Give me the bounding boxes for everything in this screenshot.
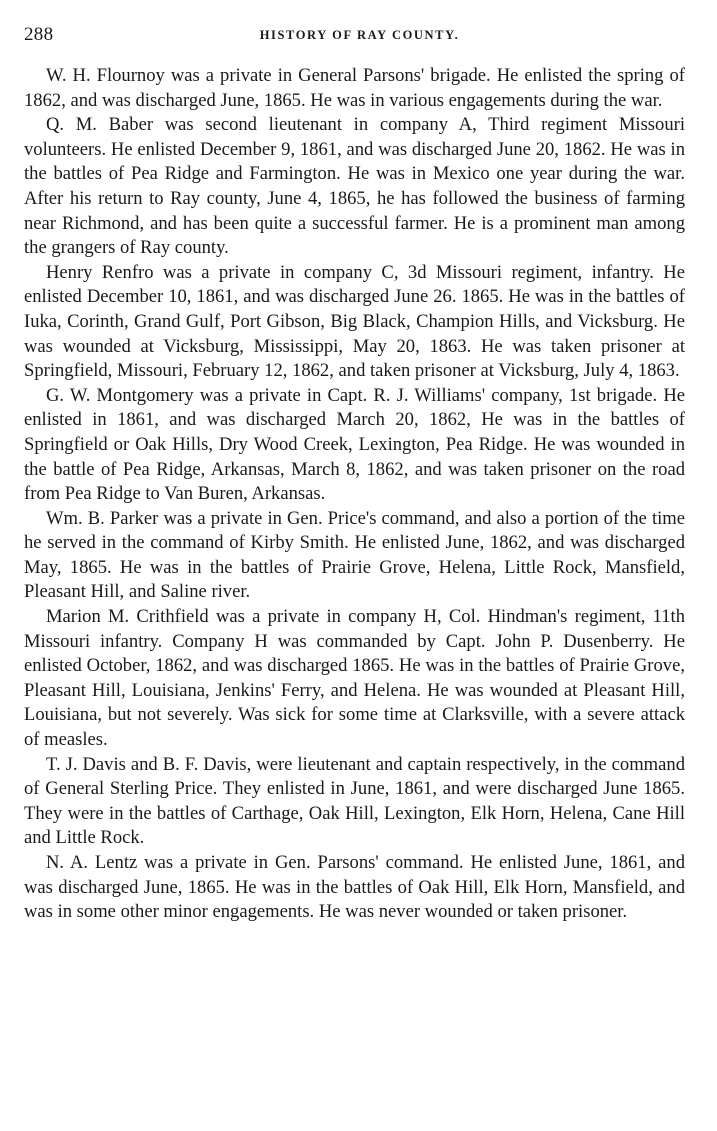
running-title: HISTORY OF RAY COUNTY.	[259, 28, 460, 42]
page-number: 288	[24, 24, 54, 45]
paragraph-renfro: Henry Renfro was a private in company C, 3d Missouri regiment, infantry. He enlisted December 10, 1861, and was discharged June 26. 1865. He was in the battles of Iuka, Corinth, Grand Gulf, Port Gibson, Big Black, Champion Hills, and Vicksburg. He was wounded at Vicksburg, Mississippi, May 20, 1863. He was taken prisoner at Springfield, Missouri, February 12, 1862, and taken prisoner at Vicksburg, July 4, 1863.	[24, 261, 685, 382]
page-header	[24, 24, 695, 50]
paragraph-montgomery: G. W. Montgomery was a private in Capt. R. J. Williams' company, 1st brigade. He enlisted in 1861, and was discharged March 20, 1862, He was in the battles of Springfield or Oak Hills, Dry Wood Creek, Lexington, Pea Ridge. He was wounded in the battle of Pea Ridge, Arkansas, March 8, 1862, and was taken prisoner on the road from Pea Ridge to Van Buren, Arkansas.	[24, 384, 685, 505]
paragraph-parker: Wm. B. Parker was a private in Gen. Price's command, and also a portion of the time he served in the command of Kirby Smith. He enlisted June, 1862, and was discharged May, 1865. He was in the battles of Prairie Grove, Helena, Little Rock, Mansfield, Pleasant Hill, and Saline river.	[24, 507, 685, 603]
paragraph-davis: T. J. Davis and B. F. Davis, were lieutenant and captain respectively, in the command of General Sterling Price. They enlisted in June, 1861, and were discharged June 1865. They were in the battles of Carthage, Oak Hill, Lexington, Elk Horn, Helena, Cane Hill and Little Rock.	[24, 753, 685, 849]
body-text	[24, 64, 685, 925]
paragraph-lentz: N. A. Lentz was a private in Gen. Parsons' command. He enlisted June, 1861, and was discharged June, 1865. He was in the battles of Oak Hill, Elk Horn, Mansfield, and was in some other minor engagements. He was never wounded or taken prisoner.	[24, 852, 685, 923]
paragraph-flournoy: W. H. Flournoy was a private in General Parsons' brigade. He enlisted the spring of 1862, and was discharged June, 1865. He was in various engagements during the war.	[24, 65, 685, 111]
paragraph-crithfield: Marion M. Crithfield was a private in company H, Col. Hindman's regiment, 11th Missouri infantry. Company H was commanded by Capt. John P. Dusenberry. He enlisted October, 1862, and was discharged 1865. He was in the battles of Prairie Grove, Pleasant Hill, Louisiana, Jenkins' Ferry, and Helena. He was wounded at Pleasant Hill, Louisiana, but not severely. Was sick for some time at Clarksville, with a severe attack of measles.	[24, 606, 685, 751]
paragraph-baber: Q. M. Baber was second lieutenant in company A, Third regiment Missouri volunteers. He enlisted December 9, 1861, and was discharged June 20, 1862. He was in the battles of Pea Ridge and Farmington. He was in Mexico one year during the war. After his return to Ray county, June 4, 1865, he has followed the business of farming near Richmond, and has been quite a successful farmer. He is a prominent man among the grangers of Ray county.	[24, 114, 685, 259]
